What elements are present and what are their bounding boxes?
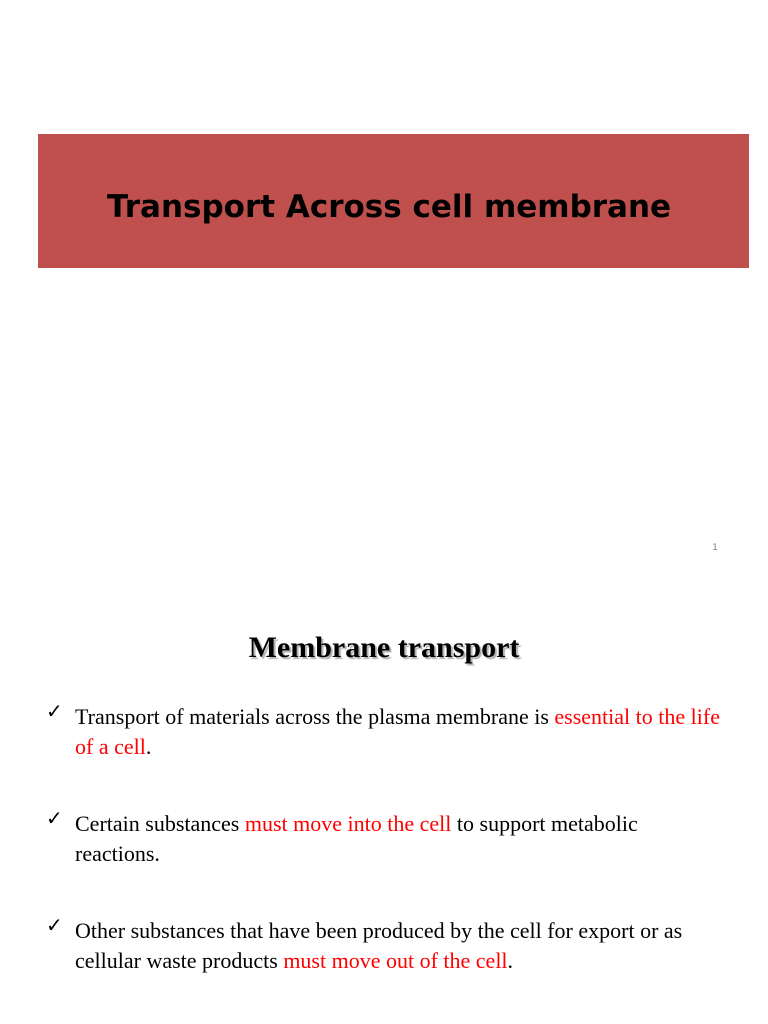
bullet-text-plain: to support metabolic reactions. xyxy=(75,811,638,866)
bullet-item xyxy=(46,916,726,976)
bullet-text-plain: Other substances that have been produced by the cell for export or as cellular waste products xyxy=(75,918,683,973)
section-heading: Membrane transport xyxy=(248,631,520,664)
bullet-text-plain: . xyxy=(507,948,514,973)
checkmark-icon: ✓ xyxy=(46,701,63,723)
bullet-text-plain: Certain substances xyxy=(75,811,245,836)
bullet-text-highlight: must move into the cell xyxy=(244,811,452,836)
bullet-text-highlight: must move out of the cell xyxy=(283,948,508,973)
bullet-text-highlight: essential to the life of a cell xyxy=(75,704,720,759)
checkmark-icon: ✓ xyxy=(46,915,63,937)
bullet-text xyxy=(75,702,726,762)
bullet-text-plain: Transport of materials across the plasma membrane is xyxy=(75,704,555,729)
checkmark-icon: ✓ xyxy=(46,808,63,830)
bullet-item xyxy=(46,809,726,869)
page-number: 1 xyxy=(712,543,718,553)
bullet-text xyxy=(75,809,726,869)
bullet-text xyxy=(75,916,726,976)
bullet-item xyxy=(46,702,726,762)
slide-title: Transport Across cell membrane xyxy=(107,189,672,225)
bullet-text-plain: . xyxy=(145,734,152,759)
